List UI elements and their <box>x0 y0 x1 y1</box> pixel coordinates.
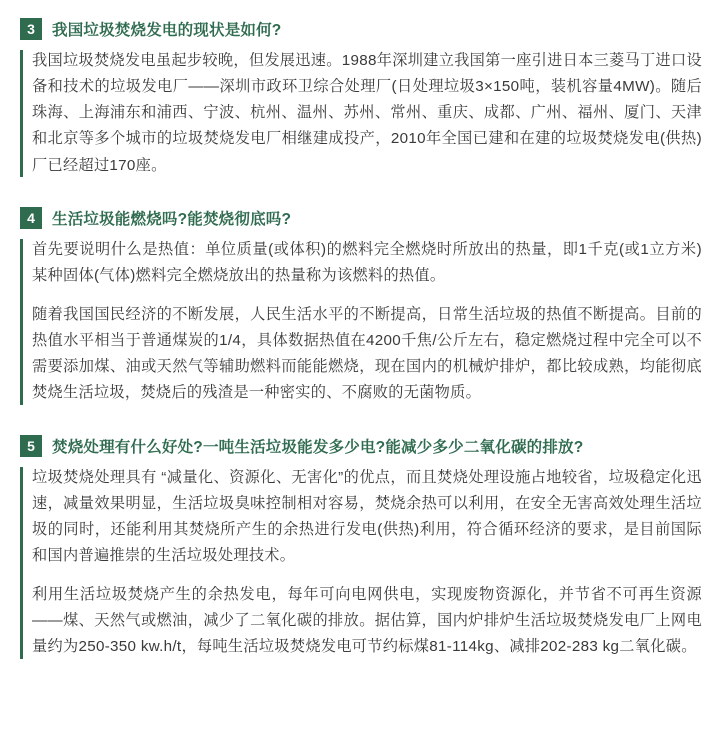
answer-paragraph: 随着我国国民经济的不断发展，人民生活水平的不断提高，日常生活垃圾的热值不断提高。目前的热值水平相当于普通煤炭的1/4，具体数据热值在4200千焦/公斤左右，稳定燃烧过程中完全可以不需要添加煤、油或天然气等辅助燃料而能能燃烧，现在国内的机械炉排炉，都比较成熟，均能彻底焚烧生活垃圾，焚烧后的残渣是一种密实的、不腐败的无菌物质。 <box>32 305 702 402</box>
qa-block-5 <box>20 435 702 661</box>
question-number-badge-4: 4 <box>20 207 42 229</box>
answer-body-5 <box>20 465 702 661</box>
section-spacer <box>20 193 702 199</box>
answer-paragraph: 首先要说明什么是热值：单位质量(或体积)的燃料完全燃烧时所放出的热量，即1千克(或1立方米)某种固体(气体)燃料完全燃烧放出的热量称为该燃料的热值。 <box>32 240 702 284</box>
answer-paragraph: 我国垃圾焚烧发电虽起步较晚，但发展迅速。1988年深圳建立我国第一座引进日本三菱马丁进口设备和技术的垃圾发电厂——深圳市政环卫综合处理厂(日处理垃圾3×150吨，装机容量4MW)。随后珠海、上海浦东和浦西、宁波、杭州、温州、苏州、常州、重庆、成都、广州、福州、厦门、天津和北京等多个城市的垃圾焚烧发电厂相继建成投产，2010年全国已建和在建的垃圾焚烧发电(供热)厂已经超过170座。 <box>32 52 702 174</box>
answer-paragraph: 利用生活垃圾焚烧产生的余热发电，每年可向电网供电，实现废物资源化，并节省不可再生资源——煤、天然气或燃油，减少了二氧化碳的排放。据估算，国内炉排炉生活垃圾焚烧发电厂上网电量约为250-350 kw.h/t，每吨生活垃圾焚烧发电可节约标煤81-114kg、减排202-283 kg二氧化碳。 <box>32 586 702 656</box>
question-header-4 <box>20 207 702 229</box>
answer-body-4 <box>20 237 702 407</box>
question-number-badge-3: 3 <box>20 18 42 40</box>
section-spacer <box>20 421 702 427</box>
qa-block-3 <box>20 18 702 179</box>
answer-body-3 <box>20 48 702 179</box>
question-header-5 <box>20 435 702 457</box>
question-number-badge-5: 5 <box>20 435 42 457</box>
question-title-3: 我国垃圾焚烧发电的现状是如何? <box>52 22 282 39</box>
qa-block-4 <box>20 207 702 407</box>
question-title-5: 焚烧处理有什么好处?一吨生活垃圾能发多少电?能减少多少二氧化碳的排放? <box>52 438 584 456</box>
question-header-3 <box>20 18 702 40</box>
question-title-4: 生活垃圾能燃烧吗?能焚烧彻底吗? <box>52 210 292 228</box>
answer-paragraph: 垃圾焚烧处理具有 “减量化、资源化、无害化”的优点，而且焚烧处理设施占地较省，垃圾稳定化迅速，减量效果明显，生活垃圾臭味控制相对容易，焚烧余热可以利用，在安全无害高效处理生活垃圾的同时，还能利用其焚烧所产生的余热进行发电(供热)利用，符合循环经济的要求，是目前国际和国内普遍推崇的生活垃圾处理技术。 <box>32 468 702 564</box>
